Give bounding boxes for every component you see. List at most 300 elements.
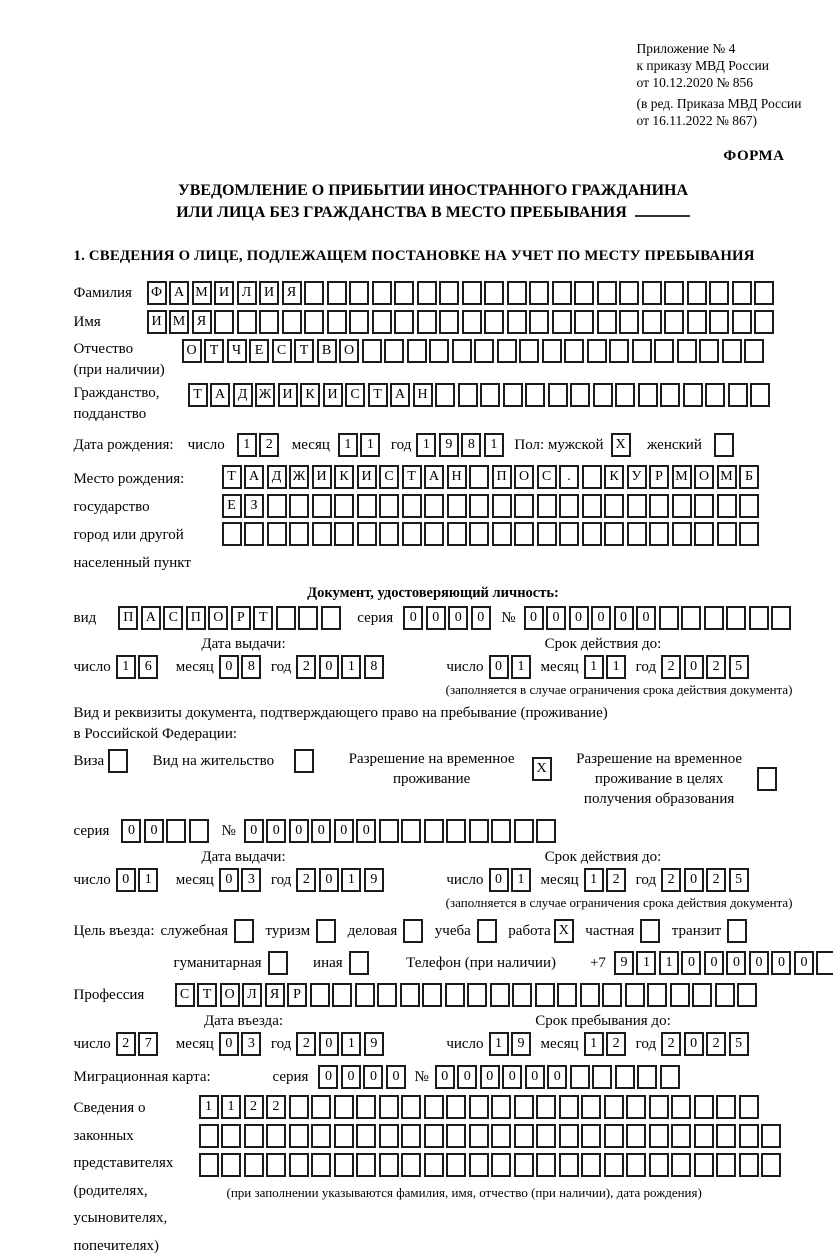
form-cell[interactable] [484, 281, 504, 305]
form-cell[interactable] [357, 522, 377, 546]
form-cell[interactable]: 1 [116, 655, 136, 679]
form-cell[interactable] [649, 1095, 669, 1119]
form-cell[interactable] [604, 1153, 624, 1177]
form-cell[interactable]: И [357, 465, 377, 489]
form-cell[interactable] [514, 1124, 534, 1148]
form-cell[interactable]: П [186, 606, 206, 630]
form-cell[interactable] [672, 494, 692, 518]
form-cell[interactable] [704, 606, 724, 630]
form-cell[interactable] [447, 522, 467, 546]
form-cell[interactable] [244, 522, 264, 546]
form-cell[interactable] [332, 983, 352, 1007]
form-cell[interactable] [726, 606, 746, 630]
form-cell[interactable] [761, 1153, 781, 1177]
form-cell[interactable]: 0 [726, 951, 746, 975]
form-cell[interactable] [626, 1095, 646, 1119]
form-cell[interactable] [394, 281, 414, 305]
form-cell[interactable] [439, 281, 459, 305]
form-cell[interactable] [587, 339, 607, 363]
form-cell[interactable]: 2 [296, 1032, 316, 1056]
form-cell[interactable] [356, 1153, 376, 1177]
form-cell[interactable]: О [694, 465, 714, 489]
form-cell[interactable]: А [141, 606, 161, 630]
form-cell[interactable] [304, 281, 324, 305]
form-cell[interactable] [694, 522, 714, 546]
form-cell[interactable]: 1 [237, 433, 257, 457]
form-cell[interactable] [593, 383, 613, 407]
purpose-transit-checkbox[interactable] [727, 919, 747, 943]
form-cell[interactable] [660, 1065, 680, 1089]
form-cell[interactable]: 3 [241, 868, 261, 892]
form-cell[interactable]: 0 [219, 868, 239, 892]
form-cell[interactable] [739, 1124, 759, 1148]
form-cell[interactable] [372, 310, 392, 334]
form-cell[interactable]: П [492, 465, 512, 489]
form-cell[interactable] [681, 606, 701, 630]
form-cell[interactable]: К [300, 383, 320, 407]
form-cell[interactable] [334, 1124, 354, 1148]
form-cell[interactable]: . [559, 465, 579, 489]
form-cell[interactable]: 6 [138, 655, 158, 679]
form-cell[interactable] [627, 522, 647, 546]
form-cell[interactable]: 0 [457, 1065, 477, 1089]
form-cell[interactable]: К [604, 465, 624, 489]
form-cell[interactable]: Б [739, 465, 759, 489]
form-cell[interactable] [694, 1095, 714, 1119]
form-cell[interactable] [717, 522, 737, 546]
form-cell[interactable] [548, 383, 568, 407]
form-cell[interactable]: 0 [636, 606, 656, 630]
purpose-tourism-checkbox[interactable] [316, 919, 336, 943]
form-cell[interactable]: 1 [341, 868, 361, 892]
form-cell[interactable] [597, 281, 617, 305]
form-cell[interactable]: 0 [403, 606, 423, 630]
form-cell[interactable] [537, 494, 557, 518]
form-cell[interactable] [467, 983, 487, 1007]
form-cell[interactable]: 0 [435, 1065, 455, 1089]
form-cell[interactable] [400, 983, 420, 1007]
form-cell[interactable] [503, 383, 523, 407]
form-cell[interactable]: Р [649, 465, 669, 489]
form-cell[interactable]: О [182, 339, 202, 363]
form-cell[interactable]: 0 [219, 1032, 239, 1056]
form-cell[interactable]: 0 [144, 819, 164, 843]
form-cell[interactable] [384, 339, 404, 363]
form-cell[interactable]: 5 [729, 655, 749, 679]
form-cell[interactable] [512, 983, 532, 1007]
form-cell[interactable] [327, 310, 347, 334]
purpose-work-checkbox[interactable]: X [554, 919, 574, 943]
form-cell[interactable]: 1 [199, 1095, 219, 1119]
form-cell[interactable] [654, 339, 674, 363]
form-cell[interactable]: Т [294, 339, 314, 363]
form-cell[interactable] [514, 819, 534, 843]
form-cell[interactable] [604, 494, 624, 518]
form-cell[interactable]: 5 [729, 868, 749, 892]
form-cell[interactable] [469, 1124, 489, 1148]
form-cell[interactable] [507, 281, 527, 305]
form-cell[interactable] [402, 522, 422, 546]
form-cell[interactable]: К [334, 465, 354, 489]
form-cell[interactable] [435, 383, 455, 407]
form-cell[interactable] [221, 1153, 241, 1177]
form-cell[interactable]: О [220, 983, 240, 1007]
form-cell[interactable] [659, 606, 679, 630]
purpose-humanitarian-checkbox[interactable] [268, 951, 288, 975]
form-cell[interactable]: У [627, 465, 647, 489]
form-cell[interactable] [356, 1124, 376, 1148]
form-cell[interactable]: И [312, 465, 332, 489]
form-cell[interactable]: С [537, 465, 557, 489]
form-cell[interactable] [424, 1124, 444, 1148]
form-cell[interactable]: С [272, 339, 292, 363]
form-cell[interactable] [570, 1065, 590, 1089]
form-cell[interactable] [716, 1095, 736, 1119]
form-cell[interactable]: 8 [241, 655, 261, 679]
form-cell[interactable] [507, 310, 527, 334]
form-cell[interactable] [609, 339, 629, 363]
form-cell[interactable]: 0 [426, 606, 446, 630]
form-cell[interactable] [649, 1124, 669, 1148]
form-cell[interactable]: Е [249, 339, 269, 363]
form-cell[interactable] [519, 339, 539, 363]
form-cell[interactable] [166, 819, 186, 843]
form-cell[interactable]: О [208, 606, 228, 630]
form-cell[interactable]: С [163, 606, 183, 630]
form-cell[interactable]: В [317, 339, 337, 363]
form-cell[interactable] [490, 983, 510, 1007]
form-cell[interactable] [377, 983, 397, 1007]
form-cell[interactable]: А [210, 383, 230, 407]
form-cell[interactable] [199, 1153, 219, 1177]
form-cell[interactable]: Т [204, 339, 224, 363]
form-cell[interactable]: А [244, 465, 264, 489]
form-cell[interactable] [525, 383, 545, 407]
form-cell[interactable] [592, 1065, 612, 1089]
form-cell[interactable]: 0 [681, 951, 701, 975]
form-cell[interactable]: Я [282, 281, 302, 305]
form-cell[interactable] [199, 1124, 219, 1148]
form-cell[interactable] [761, 1124, 781, 1148]
form-cell[interactable] [514, 522, 534, 546]
form-cell[interactable]: Л [242, 983, 262, 1007]
form-cell[interactable] [602, 983, 622, 1007]
form-cell[interactable] [362, 339, 382, 363]
form-cell[interactable] [670, 983, 690, 1007]
form-cell[interactable]: 1 [484, 433, 504, 457]
form-cell[interactable] [642, 310, 662, 334]
form-cell[interactable] [474, 339, 494, 363]
form-cell[interactable] [484, 310, 504, 334]
form-cell[interactable]: 2 [661, 655, 681, 679]
form-cell[interactable] [401, 1095, 421, 1119]
form-cell[interactable]: 1 [511, 868, 531, 892]
form-cell[interactable] [536, 819, 556, 843]
form-cell[interactable]: Ф [147, 281, 167, 305]
form-cell[interactable] [379, 1124, 399, 1148]
form-cell[interactable] [559, 1095, 579, 1119]
form-cell[interactable]: 0 [794, 951, 814, 975]
form-cell[interactable] [311, 1124, 331, 1148]
form-cell[interactable] [446, 819, 466, 843]
form-cell[interactable] [311, 1095, 331, 1119]
form-cell[interactable] [559, 1124, 579, 1148]
form-cell[interactable] [349, 281, 369, 305]
form-cell[interactable]: М [169, 310, 189, 334]
form-cell[interactable] [582, 494, 602, 518]
form-cell[interactable] [754, 281, 774, 305]
form-cell[interactable] [627, 494, 647, 518]
residence-permit-checkbox[interactable] [294, 749, 314, 773]
form-cell[interactable] [334, 494, 354, 518]
form-cell[interactable] [619, 310, 639, 334]
form-cell[interactable] [424, 819, 444, 843]
form-cell[interactable]: 1 [636, 951, 656, 975]
purpose-business-checkbox[interactable] [403, 919, 423, 943]
form-cell[interactable] [458, 383, 478, 407]
form-cell[interactable]: 1 [360, 433, 380, 457]
form-cell[interactable]: 2 [706, 1032, 726, 1056]
form-cell[interactable]: 0 [289, 819, 309, 843]
form-cell[interactable] [334, 522, 354, 546]
form-cell[interactable] [394, 310, 414, 334]
form-cell[interactable] [469, 522, 489, 546]
form-cell[interactable] [559, 522, 579, 546]
form-cell[interactable]: 0 [319, 868, 339, 892]
form-cell[interactable] [266, 1153, 286, 1177]
form-cell[interactable]: Е [222, 494, 242, 518]
form-cell[interactable]: Т [368, 383, 388, 407]
form-cell[interactable] [312, 494, 332, 518]
form-cell[interactable]: 2 [266, 1095, 286, 1119]
form-cell[interactable] [754, 310, 774, 334]
form-cell[interactable] [739, 1153, 759, 1177]
form-cell[interactable]: 0 [318, 1065, 338, 1089]
form-cell[interactable] [537, 522, 557, 546]
form-cell[interactable] [514, 1153, 534, 1177]
form-cell[interactable] [424, 494, 444, 518]
form-cell[interactable] [737, 983, 757, 1007]
form-cell[interactable] [222, 522, 242, 546]
form-cell[interactable]: 0 [569, 606, 589, 630]
form-cell[interactable] [259, 310, 279, 334]
form-cell[interactable]: 3 [241, 1032, 261, 1056]
form-cell[interactable] [266, 1124, 286, 1148]
form-cell[interactable] [237, 310, 257, 334]
form-cell[interactable] [687, 310, 707, 334]
form-cell[interactable]: И [214, 281, 234, 305]
form-cell[interactable]: 1 [659, 951, 679, 975]
form-cell[interactable] [469, 1095, 489, 1119]
form-cell[interactable]: 2 [116, 1032, 136, 1056]
form-cell[interactable] [771, 606, 791, 630]
form-cell[interactable] [570, 383, 590, 407]
form-cell[interactable] [582, 522, 602, 546]
form-cell[interactable]: Я [192, 310, 212, 334]
form-cell[interactable]: 2 [296, 655, 316, 679]
form-cell[interactable]: И [259, 281, 279, 305]
form-cell[interactable] [597, 310, 617, 334]
form-cell[interactable]: О [514, 465, 534, 489]
form-cell[interactable]: Р [287, 983, 307, 1007]
form-cell[interactable]: 0 [311, 819, 331, 843]
form-cell[interactable] [604, 1124, 624, 1148]
form-cell[interactable] [637, 1065, 657, 1089]
form-cell[interactable]: С [345, 383, 365, 407]
form-cell[interactable] [267, 522, 287, 546]
purpose-other-checkbox[interactable] [349, 951, 369, 975]
form-cell[interactable] [439, 310, 459, 334]
form-cell[interactable] [379, 1095, 399, 1119]
form-cell[interactable] [424, 1095, 444, 1119]
form-cell[interactable] [417, 281, 437, 305]
form-cell[interactable] [402, 494, 422, 518]
form-cell[interactable]: 0 [614, 606, 634, 630]
form-cell[interactable]: Ж [289, 465, 309, 489]
form-cell[interactable] [750, 383, 770, 407]
form-cell[interactable] [357, 494, 377, 518]
form-cell[interactable] [514, 1095, 534, 1119]
form-cell[interactable]: 0 [591, 606, 611, 630]
form-cell[interactable] [536, 1095, 556, 1119]
form-cell[interactable]: 0 [386, 1065, 406, 1089]
form-cell[interactable] [542, 339, 562, 363]
form-cell[interactable] [289, 522, 309, 546]
form-cell[interactable]: 1 [338, 433, 358, 457]
form-cell[interactable]: 0 [771, 951, 791, 975]
form-cell[interactable] [709, 281, 729, 305]
form-cell[interactable] [424, 1153, 444, 1177]
form-cell[interactable] [401, 1124, 421, 1148]
form-cell[interactable] [677, 339, 697, 363]
form-cell[interactable]: Н [447, 465, 467, 489]
form-cell[interactable] [480, 383, 500, 407]
form-cell[interactable] [647, 983, 667, 1007]
form-cell[interactable]: 0 [319, 655, 339, 679]
form-cell[interactable] [615, 1065, 635, 1089]
purpose-official-checkbox[interactable] [234, 919, 254, 943]
form-cell[interactable] [276, 606, 296, 630]
form-cell[interactable]: М [717, 465, 737, 489]
form-cell[interactable]: Т [188, 383, 208, 407]
form-cell[interactable] [749, 606, 769, 630]
form-cell[interactable]: П [118, 606, 138, 630]
form-cell[interactable] [671, 1124, 691, 1148]
form-cell[interactable] [604, 522, 624, 546]
form-cell[interactable] [422, 983, 442, 1007]
form-cell[interactable] [626, 1153, 646, 1177]
form-cell[interactable] [469, 819, 489, 843]
form-cell[interactable]: 0 [121, 819, 141, 843]
form-cell[interactable] [312, 522, 332, 546]
form-cell[interactable] [462, 281, 482, 305]
form-cell[interactable] [282, 310, 302, 334]
form-cell[interactable]: 0 [704, 951, 724, 975]
form-cell[interactable] [694, 1153, 714, 1177]
form-cell[interactable]: 0 [334, 819, 354, 843]
form-cell[interactable]: И [147, 310, 167, 334]
form-cell[interactable] [722, 339, 742, 363]
form-cell[interactable]: 0 [356, 819, 376, 843]
form-cell[interactable] [469, 1153, 489, 1177]
form-cell[interactable]: 1 [584, 1032, 604, 1056]
form-cell[interactable]: Т [197, 983, 217, 1007]
form-cell[interactable] [356, 1095, 376, 1119]
form-cell[interactable] [732, 310, 752, 334]
form-cell[interactable]: 0 [684, 868, 704, 892]
form-cell[interactable] [491, 1153, 511, 1177]
form-cell[interactable]: Ч [227, 339, 247, 363]
form-cell[interactable]: З [244, 494, 264, 518]
form-cell[interactable] [289, 1095, 309, 1119]
form-cell[interactable] [298, 606, 318, 630]
form-cell[interactable]: М [192, 281, 212, 305]
form-cell[interactable]: А [424, 465, 444, 489]
form-cell[interactable] [372, 281, 392, 305]
form-cell[interactable] [715, 983, 735, 1007]
form-cell[interactable] [739, 494, 759, 518]
form-cell[interactable]: И [323, 383, 343, 407]
temp-permit-checkbox[interactable]: X [532, 757, 552, 781]
visa-checkbox[interactable] [108, 749, 128, 773]
form-cell[interactable] [581, 1124, 601, 1148]
form-cell[interactable] [469, 494, 489, 518]
form-cell[interactable]: А [390, 383, 410, 407]
form-cell[interactable]: Р [231, 606, 251, 630]
form-cell[interactable] [692, 983, 712, 1007]
form-cell[interactable]: 1 [341, 1032, 361, 1056]
form-cell[interactable] [699, 339, 719, 363]
form-cell[interactable] [355, 983, 375, 1007]
form-cell[interactable] [649, 494, 669, 518]
form-cell[interactable] [671, 1153, 691, 1177]
form-cell[interactable] [446, 1124, 466, 1148]
form-cell[interactable] [491, 819, 511, 843]
form-cell[interactable]: Я [265, 983, 285, 1007]
form-cell[interactable]: 0 [266, 819, 286, 843]
form-cell[interactable] [625, 983, 645, 1007]
form-cell[interactable] [447, 494, 467, 518]
form-cell[interactable] [445, 983, 465, 1007]
form-cell[interactable] [672, 522, 692, 546]
form-cell[interactable]: Ж [255, 383, 275, 407]
form-cell[interactable]: 1 [606, 655, 626, 679]
form-cell[interactable]: С [379, 465, 399, 489]
form-cell[interactable] [574, 310, 594, 334]
form-cell[interactable] [660, 383, 680, 407]
form-cell[interactable] [664, 310, 684, 334]
form-cell[interactable] [557, 983, 577, 1007]
form-cell[interactable]: 8 [461, 433, 481, 457]
form-cell[interactable]: 0 [524, 606, 544, 630]
form-cell[interactable] [535, 983, 555, 1007]
form-cell[interactable] [642, 281, 662, 305]
form-cell[interactable]: 2 [706, 868, 726, 892]
form-cell[interactable]: О [339, 339, 359, 363]
form-cell[interactable] [401, 1153, 421, 1177]
form-cell[interactable] [221, 1124, 241, 1148]
form-cell[interactable] [716, 1124, 736, 1148]
form-cell[interactable] [244, 1124, 264, 1148]
form-cell[interactable] [716, 1153, 736, 1177]
form-cell[interactable] [401, 819, 421, 843]
form-cell[interactable] [580, 983, 600, 1007]
form-cell[interactable]: М [672, 465, 692, 489]
form-cell[interactable]: 8 [364, 655, 384, 679]
form-cell[interactable]: 0 [489, 655, 509, 679]
form-cell[interactable] [497, 339, 517, 363]
form-cell[interactable]: 2 [244, 1095, 264, 1119]
